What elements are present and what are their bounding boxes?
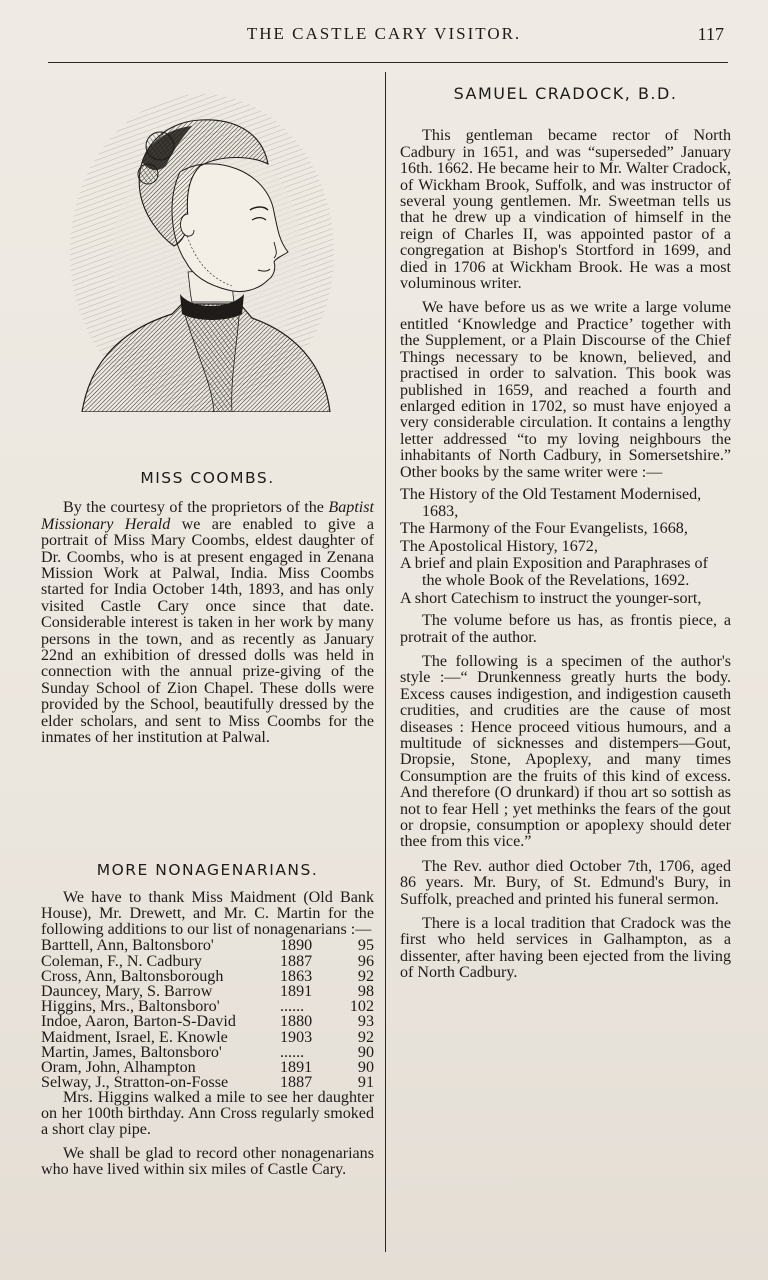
cradock-para-6: There is a local tradition that Cradock was the first who held services in Galhampton, as a dissenter, after having been ejected from the living of North Cadbury. <box>400 915 731 982</box>
baptist-missionary-herald-title: Baptist Missionary Herald <box>41 499 374 533</box>
cradock-para-1: This gentleman became rector of North Cadbury in 1651, and was “superseded” January 16th. 1662. He became heir to Mr. Walter Cradock, of Wickham Brook, Suffolk, and was instructor of several young gentlemen. Mr. Sweetman tells us that he drew up a vindication of himself in the reign of Charles II, was appointed pastor of a congregation at Bishop's Stortford in 1699, and died in 1706 at Wickham Brook. He was a most voluminous writer. <box>400 127 731 293</box>
miss-coombs-heading: MISS COOMBS. <box>140 469 275 487</box>
running-title: THE CASTLE CARY VISITOR. <box>246 24 522 43</box>
works-list <box>400 487 731 607</box>
nonagenarian-year: 1887 <box>280 952 313 970</box>
table-row <box>41 1075 374 1090</box>
table-row <box>41 938 374 953</box>
higgins-note: Mrs. Higgins walked a mile to see her daughter on her 100th birthday. Ann Cross regularly smoked a short clay pipe. <box>41 1089 374 1139</box>
nonagenarian-age: 90 <box>357 1043 374 1061</box>
table-row <box>41 1060 374 1075</box>
nonagenarian-name: Cross, Ann, Baltonsborough <box>41 967 224 985</box>
nonagenarian-name: Dauncey, Mary, S. Barrow <box>41 983 213 1001</box>
nonagenarian-age: 92 <box>357 1028 374 1046</box>
nonagenarian-year: ...... <box>280 1043 305 1061</box>
column-divider <box>385 72 386 1252</box>
nonagenarian-name: Barttell, Ann, Baltonsboro' <box>41 937 214 955</box>
list-item: A short Catechism to instruct the younger-sort, <box>400 589 702 607</box>
nonagenarian-age: 93 <box>357 1013 374 1031</box>
portrait-engraving <box>62 82 336 412</box>
nonagenarian-name: Higgins, Mrs., Baltonsboro' <box>41 998 220 1016</box>
list-item: A brief and plain Exposition and Paraphrases of the whole Book of the Revelations, 1692. <box>400 555 708 589</box>
samuel-cradock-heading: SAMUEL CRADOCK, B.D. <box>453 84 678 103</box>
nonagenarian-name: Oram, John, Alhampton <box>41 1059 196 1077</box>
nonagenarian-age: 98 <box>357 983 374 1001</box>
nonagenarian-year: ...... <box>280 998 305 1016</box>
miss-coombs-text-b: we are enabled to give a portrait of Miss Mary Coombs, eldest daughter of Dr. Coombs, who is at present engaged in Zenana Mission Work at Palwal, India. Miss Coombs started for India October 14th, 1893, and has only visited Castle Cary once since that date. Considerable interest is taken in her work by many persons in the town, and as recently as January 22nd an exhibition of dressed dolls was held in connection with the annual prize-giving of the Sunday School of Zion Chapel. These dolls were provided by the School, beautifully dressed by the elder scholars, and sent to Miss Coombs for the inmates of her institution at Palwal. <box>41 515 374 747</box>
miss-coombs-text <box>41 500 374 746</box>
list-item: The History of the Old Testament Modernised, 1683, <box>400 485 702 520</box>
nonagenarian-age: 95 <box>357 937 374 955</box>
samuel-cradock-article <box>400 86 731 982</box>
miss-coombs-text-a: By the courtesy of the proprietors of the <box>63 499 329 517</box>
table-row <box>41 1030 374 1045</box>
nonagenarian-name: Maidment, Israel, E. Knowle <box>41 1028 228 1046</box>
nonagenarians-table <box>41 938 374 1090</box>
running-head <box>0 18 768 50</box>
cradock-para-3: The volume before us has, as frontis piece, a protrait of the author. <box>400 612 731 646</box>
nonagenarians-intro: We have to thank Miss Maidment (Old Bank House), Mr. Drewett, and Mr. C. Martin for the following additions to our list of nonagenarians :— <box>41 889 374 939</box>
nonagenarian-year: 1891 <box>280 983 313 1001</box>
nonagenarian-name: Selway, J., Stratton-on-Fosse <box>41 1074 229 1092</box>
table-row <box>41 1045 374 1060</box>
miss-coombs-article <box>41 470 374 747</box>
list-item: The Harmony of the Four Evangelists, 1668, <box>400 520 688 538</box>
nonagenarian-age: 92 <box>357 967 374 985</box>
nonagenarian-age: 90 <box>357 1059 374 1077</box>
nonagenarian-age: 91 <box>357 1074 374 1092</box>
nonagenarian-age: 102 <box>349 998 374 1016</box>
nonagenarian-age: 96 <box>357 952 374 970</box>
nonagenarian-year: 1863 <box>280 967 313 985</box>
cradock-para-2: We have before us as we write a large volume entitled ‘Knowledge and Practice’ together with the Supplement, or a Plain Discourse of the Chief Things necessary to be known, believed, and practised in order to salvation. This book was published in 1659, and reached a fourth and enlarged edition in 1702, so must have enjoyed a very considerable circulation. It contains a lengthy letter addressed “to my loving neighbours the inhabitants of North Cadbury, in Somersetshire.” Other books by the same writer were :— <box>400 299 731 481</box>
nonagenarian-year: 1880 <box>280 1013 313 1031</box>
nonagenarian-name: Coleman, F., N. Cadbury <box>41 952 202 970</box>
nonagenarian-year: 1891 <box>280 1059 313 1077</box>
nonagenarian-year: 1887 <box>280 1074 313 1092</box>
table-row <box>41 984 374 999</box>
table-row <box>41 969 374 984</box>
nonagenarians-article <box>41 862 374 1178</box>
table-row <box>41 954 374 969</box>
cradock-para-4: The following is a specimen of the author's style :—“ Drunkenness greatly hurts the body. Excess causes indigestion, and indigestion causeth crudities, and crudities are the cause of most diseases : Hence proceed vitious humours, and a multitude of sicknesses and distempers—Gout, Dropsie, Stone, Apoplexy, and many times Consumption are the fruits of this kind of excess. And therefore (O drunkard) if thou art so sottish as not to fear Hell ; yet methinks the fears of the gout or dropsie, consumption or apoplexy should deter thee from this vice.” <box>400 652 731 851</box>
cradock-para-5: The Rev. author died October 7th, 1706, aged 86 years. Mr. Bury, of St. Edmund's Bury, in Suffolk, preached and printed his funeral sermon. <box>400 857 731 908</box>
nonagenarian-year: 1903 <box>280 1028 313 1046</box>
table-row <box>41 999 374 1014</box>
nonagenarian-name: Martin, James, Baltonsboro' <box>41 1043 222 1061</box>
list-item: The Apostolical History, 1672, <box>400 537 598 555</box>
page-number: 117 <box>697 24 724 44</box>
nonagenarian-name: Indoe, Aaron, Barton-S-David <box>41 1013 236 1031</box>
closing-note: We shall be glad to record other nonagenarians who have lived within six miles of Castle Cary. <box>41 1145 374 1179</box>
table-row <box>41 1014 374 1029</box>
nonagenarian-year: 1890 <box>280 937 313 955</box>
header-rule <box>48 62 728 63</box>
nonagenarians-heading: MORE NONAGENARIANS. <box>96 861 319 879</box>
